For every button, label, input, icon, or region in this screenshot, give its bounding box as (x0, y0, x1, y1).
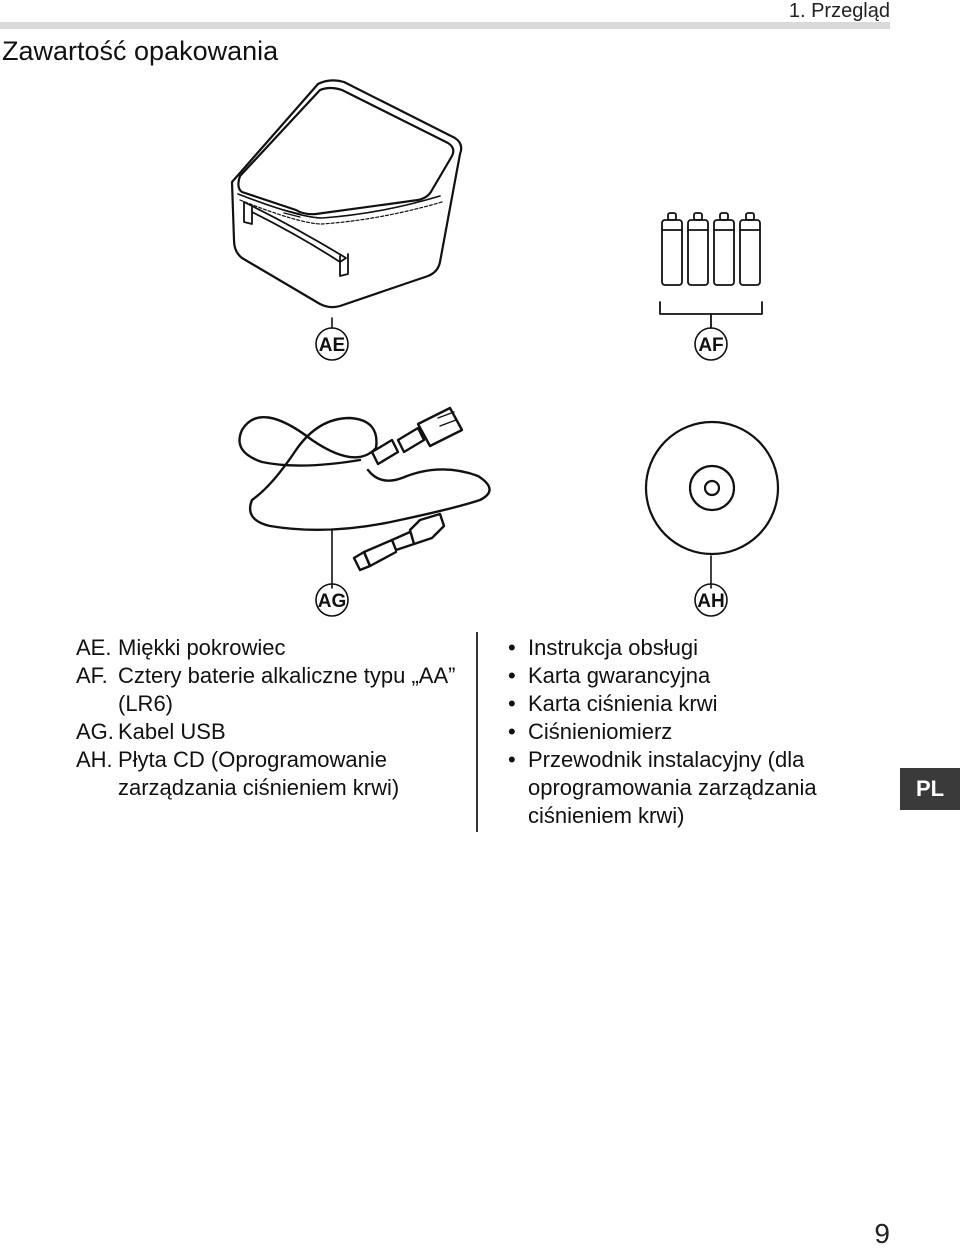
cd-drawing (646, 422, 778, 554)
soft-case-drawing (232, 80, 461, 307)
bullet: • (508, 691, 516, 716)
bullet: • (508, 747, 516, 772)
list-item (508, 662, 878, 690)
bullet: • (508, 663, 516, 688)
parts-legend (76, 634, 478, 802)
legend-text: Cztery baterie alkaliczne typu „AA” (LR6) (118, 663, 456, 716)
list-item-text: Karta gwarancyjna (528, 663, 711, 688)
legend-item-af (76, 662, 478, 718)
legend-code: AG. (76, 719, 114, 744)
language-tab: PL (900, 768, 960, 810)
package-contents-illustration (0, 60, 960, 620)
svg-text:AH: AH (697, 591, 725, 612)
bullet: • (508, 635, 516, 660)
legend-code: AE. (76, 635, 112, 660)
legend-text: Płyta CD (Oprogramowanie zarządzania ciśnieniem krwi) (118, 747, 400, 800)
legend-item-ag (76, 718, 478, 746)
page-title: Zawartość opakowania (2, 36, 279, 66)
legend-text: Miękki pokrowiec (118, 635, 286, 660)
section-label: 1. Przegląd (788, 0, 890, 22)
list-item (508, 718, 878, 746)
callout-ae (316, 328, 348, 360)
legend-code: AH. (76, 747, 113, 772)
list-item (508, 746, 878, 830)
callout-af (695, 328, 727, 360)
page-number: 9 (874, 1218, 890, 1249)
header-bar (0, 22, 890, 29)
svg-text:AF: AF (698, 335, 724, 356)
legend-code: AF. (76, 663, 108, 688)
batteries-drawing (660, 213, 762, 328)
svg-text:AE: AE (318, 335, 346, 356)
list-item-text: Ciśnieniomierz (528, 719, 673, 744)
list-item (508, 634, 878, 662)
additional-contents-list (508, 634, 878, 830)
list-item-text: Instrukcja obsługi (528, 635, 698, 660)
legend-item-ah (76, 746, 478, 802)
list-item (508, 690, 878, 718)
list-item-text: Przewodnik instalacyjny (dla oprogramowania zarządzania ciśnieniem krwi) (528, 747, 817, 828)
legend-item-ae (76, 634, 478, 662)
legend-text: Kabel USB (118, 719, 226, 744)
list-item-text: Karta ciśnienia krwi (528, 691, 718, 716)
usb-cable-drawing (240, 408, 490, 570)
column-divider (476, 632, 478, 832)
bullet: • (508, 719, 516, 744)
svg-text:AG: AG (317, 591, 347, 612)
